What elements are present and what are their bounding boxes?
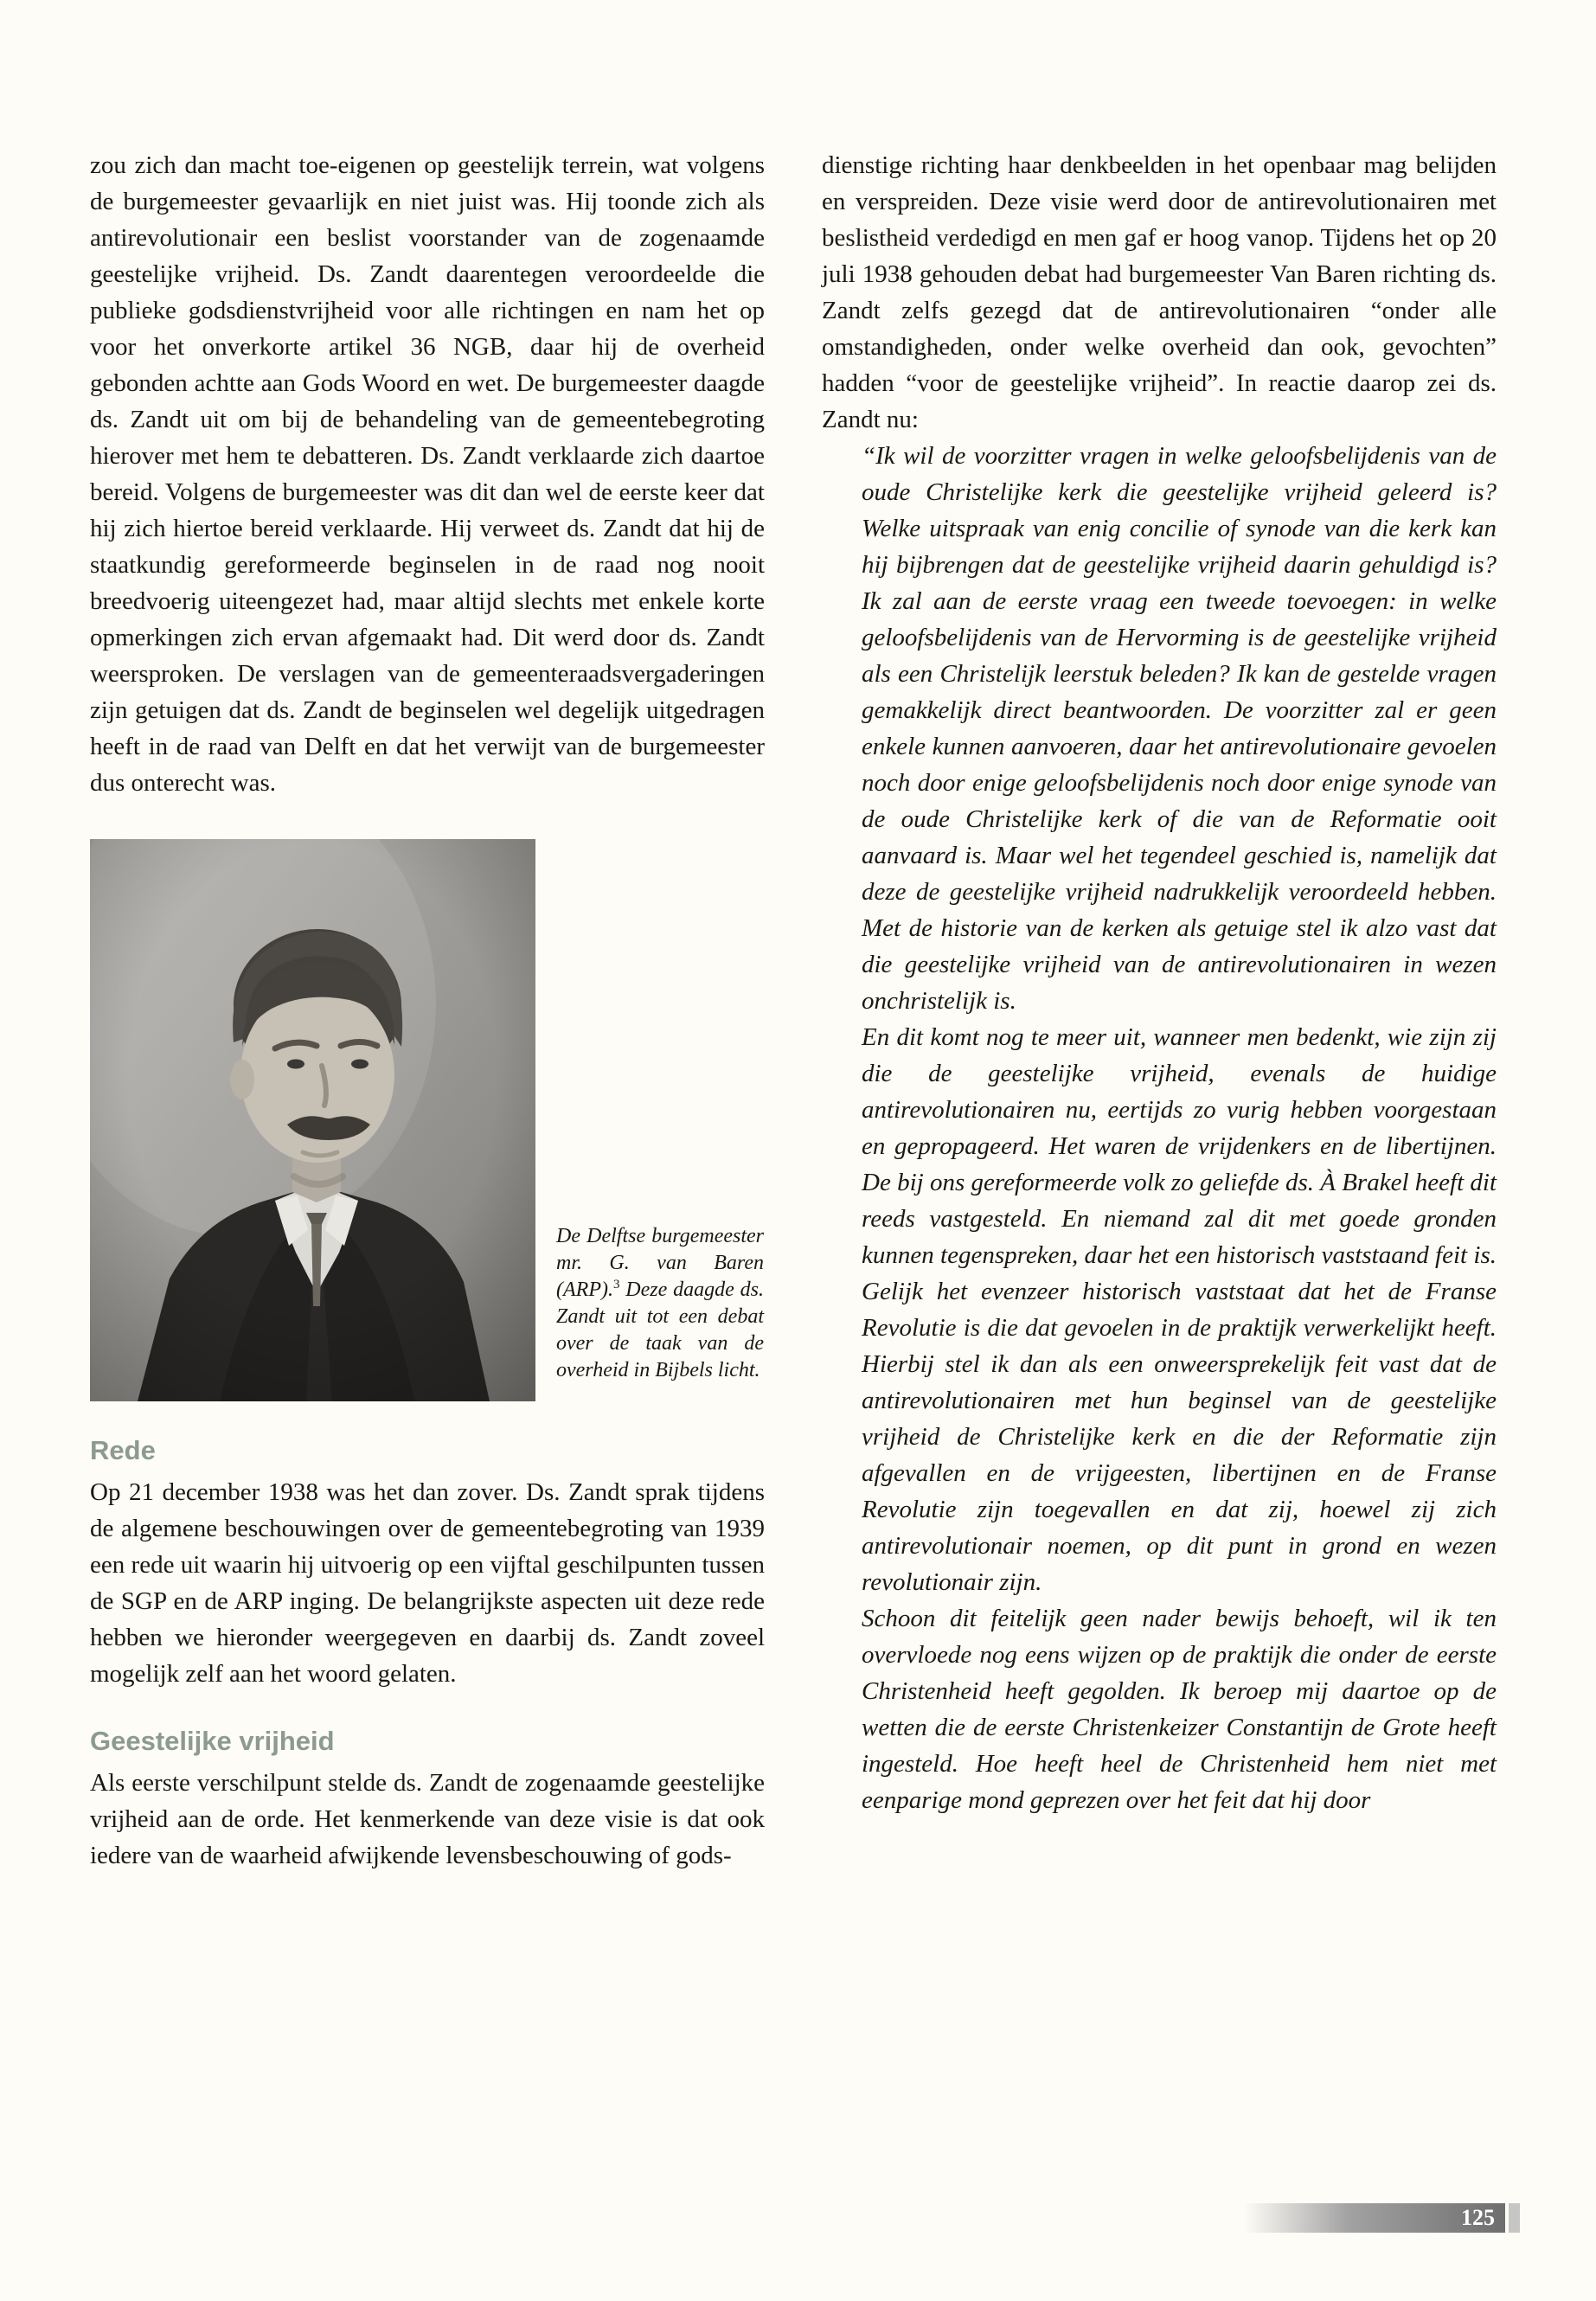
page-number-bar-tail <box>1509 2203 1520 2233</box>
body-paragraph: zou zich dan macht toe-eigenen op geestelijk terrein, wat volgens de burgemeester gevaarlijk en niet juist was. Hij toonde zich als antirevolutionair een beslist voorstander van de zogenaamde geestelijke vrijheid. Ds. Zandt daarentegen veroordeelde die publieke godsdienstvrijheid voor alle richtingen en nam het op voor het onverkorte artikel 36 NGB, daar hij de overheid gebonden achtte aan Gods Woord en wet. De burgemeester daagde ds. Zandt uit om bij de behandeling van de gemeentebegroting hierover met hem te debatteren. Ds. Zandt verklaarde zich daartoe bereid. Volgens de burgemeester was dit dan wel de eerste keer dat hij zich hiertoe bereid verklaarde. Hij verweet ds. Zandt dat hij de staatkundig gereformeerde beginselen in de raad nog nooit breedvoerig uiteengezet had, maar altijd slechts met enkele korte opmerkingen zich ervan afgemaakt had. Dit werd door ds. Zandt weersproken. De verslagen van de gemeenteraadsvergaderingen zijn getuigen dat ds. Zandt de beginselen wel degelijk uitgedragen heeft in de raad van Delft en dat het verwijt van de burgemeester dus onterecht was. <box>90 151 765 797</box>
portrait-photo-illustration <box>90 839 535 1401</box>
photo-with-caption <box>90 839 765 1401</box>
photo-caption-text: Deze daagde ds. Zandt uit tot een debat over de taak van de overheid in Bijbels licht. <box>556 1279 764 1381</box>
section-heading-rede: Rede <box>90 1435 156 1465</box>
body-paragraph: Op 21 december 1938 was het dan zover. Ds. Zandt sprak tijdens de algemene beschouwingen over de gemeentebegroting van 1939 een rede uit waarin hij uitvoerig op een vijftal geschilpunten tussen de SGP en de ARP inging. De belangrijkste aspecten uit deze rede hebben we hieronder weergegeven en daarbij ds. Zandt zoveel mogelijk zelf aan het woord gelaten. <box>90 1478 765 1688</box>
body-paragraph: Als eerste verschilpunt stelde ds. Zandt de zogenaamde geestelijke vrijheid aan de orde. Het kenmerkende van deze visie is dat ook iedere van de waarheid afwijkende levensbeschouwing of gods- <box>90 1769 765 1869</box>
portrait-photo <box>90 839 535 1401</box>
right-text-column <box>822 147 1497 1818</box>
footnote-marker: 3 <box>612 1278 620 1292</box>
body-paragraph: dienstige richting haar denkbeelden in het openbaar mag belijden en verspreiden. Deze visie werd door de antirevolutionairen met beslistheid verdedigd en men gaf er hoog vanop. Tijdens het op 20 juli 1938 gehouden debat had burgemeester Van Baren richting ds. Zandt zelfs gezegd dat de antirevolutionairen “onder alle omstandigheden, onder welke overheid dan ook, gevochten” hadden “voor de geestelijke vrijheid”. In reactie daarop zei ds. Zandt nu: <box>822 151 1497 433</box>
left-text-column <box>90 147 765 1874</box>
quote-paragraph: “Ik wil de voorzitter vragen in welke geloofsbelijdenis van de oude Christelijke kerk die geestelijke vrijheid geleerd is? Welke uitspraak van enig concilie of synode van die kerk kan hij bijbrengen dat de geestelijke vrijheid daarin gehuldigd is? Ik zal aan de eerste vraag een tweede toevoegen: in welke geloofsbelijdenis van de Hervorming is de geestelijke vrijheid als een Christelijk leerstuk beleden? Ik kan de gestelde vragen gemakkelijk direct beantwoorden. De voorzitter zal er geen enkele kunnen aanvoeren, daar het antirevolutionaire gevoelen noch door enige geloofsbelijdenis noch door enige synode van de oude Christelijke kerk of die van de Reformatie ooit aanvaard is. Maar wel het tegendeel geschied is, namelijk dat deze de geestelijke vrijheid nadrukkelijk veroordeeld hebben. Met de historie van de kerken als getuige stel ik alzo vast dat die geestelijke vrijheid van de antirevolutionairen in wezen onchristelijk is. <box>862 442 1497 1015</box>
photo-caption <box>556 1223 764 1384</box>
photo-caption-text: De Delftse burgemeester mr. G. van Baren (ARP). <box>556 1225 764 1301</box>
quote-paragraph: En dit komt nog te meer uit, wanneer men bedenkt, wie zijn zij die de geestelijke vrijheid, evenals de huidige antirevolutionairen nu, eertijds zo vurig hebben voorgestaan en gepropageerd. Het waren de vrijdenkers en de libertijnen. De bij ons gereformeerde volk zo geliefde ds. À Brakel heeft dit reeds vastgesteld. En niemand zal dit met goede gronden kunnen tegenspreken, daar het een historisch vaststaand feit is. Gelijk het evenzeer historisch vaststaat dat het de Franse Revolutie is die dat gevoelen in de praktijk verwerkelijkt heeft. Hierbij stel ik dan als een onweersprekelijk feit vast dat de antirevolutionairen met hun beginsel van de geestelijke vrijheid de Christelijke kerk en die der Reformatie zijn afgevallen en de vrijgeesten, libertijnen en de Franse Revolutie zijn toegevallen en dat zij, hoewel zij zich antirevolutionair noemen, op dit punt in grond en wezen revolutionair zijn. <box>862 1023 1497 1596</box>
page-number: 125 <box>1461 2205 1495 2230</box>
section-heading-geestelijke-vrijheid: Geestelijke vrijheid <box>90 1726 335 1756</box>
page-number-bar <box>1244 2203 1505 2233</box>
quote-paragraph: Schoon dit feitelijk geen nader bewijs behoeft, wil ik ten overvloede nog eens wijzen op de praktijk die onder de eerste Christenheid heeft gegolden. Ik beroep mij daartoe op de wetten die de eerste Christenkeizer Constantijn de Grote heeft ingesteld. Hoe heeft heel de Christenheid hem niet met eenparige mond geprezen over het feit dat hij door <box>862 1605 1497 1814</box>
